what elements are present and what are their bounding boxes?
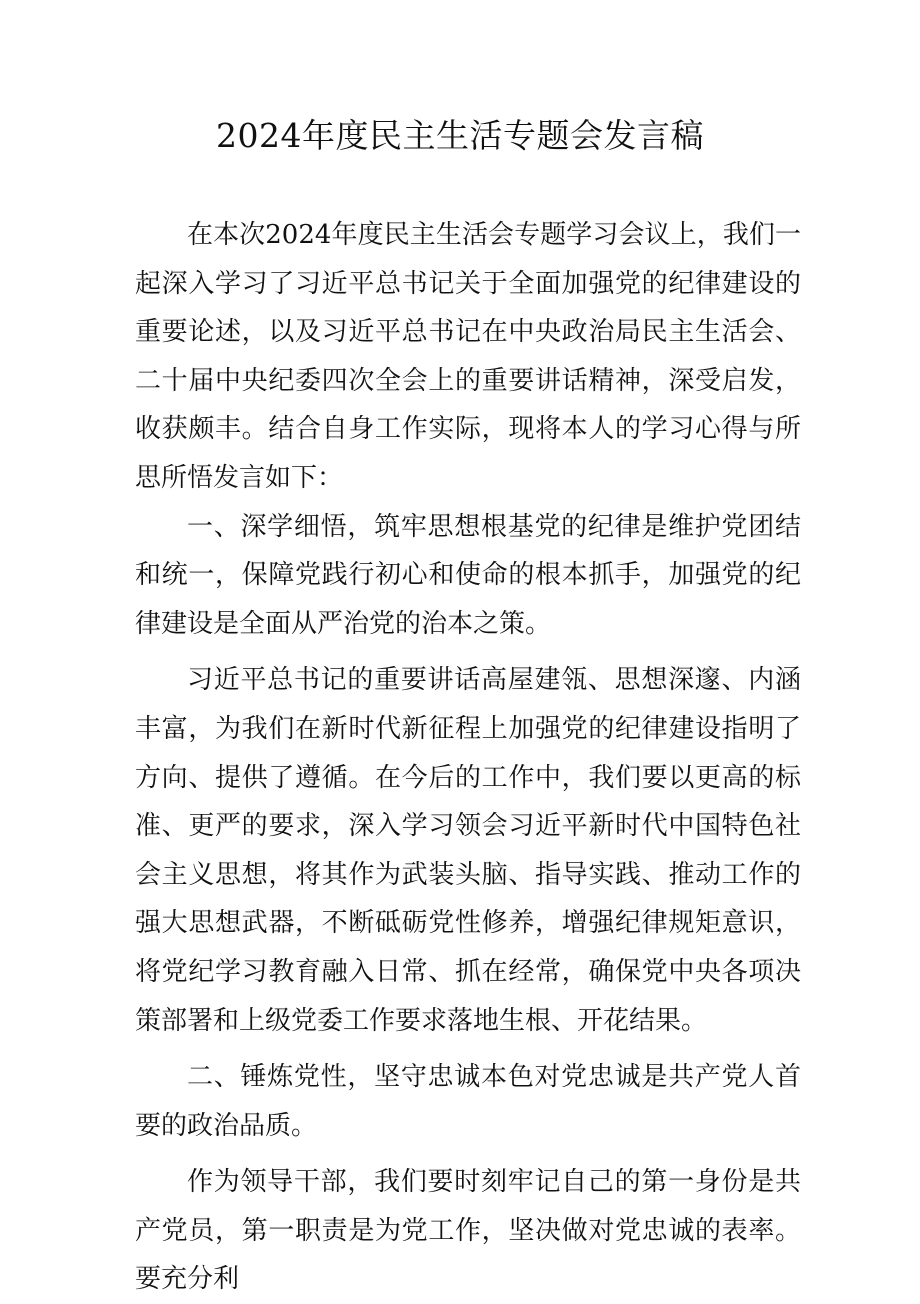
paragraph-section-2-heading: 二、锤炼党性，坚守忠诚本色对党忠诚是共产党人首要的政治品质。 [135, 1062, 801, 1141]
paragraph-intro: 在本次2024年度民主生活会专题学习会议上，我们一起深入学习了习近平总书记关于全面加强党的纪律建设的重要论述，以及习近平总书记在中央政治局民主生活会、二十届中央纪委四次全会上的重要讲话精神，深受启发，收获颇丰。结合自身工作实际，现将本人的学习心得与所思所悟发言如下： [135, 220, 801, 493]
paragraph-section-2-body: 作为领导干部，我们要时刻牢记自己的第一身份是共产党员，第一职责是为党工作，坚决做对党忠诚的表率。要充分利 [135, 1167, 801, 1295]
document-body [135, 211, 801, 1304]
paragraph-section-1-heading: 一、深学细悟，筑牢思想根基党的纪律是维护党团结和统一，保障党践行初心和使命的根本抓手，加强党的纪律建设是全面从严治党的治本之策。 [135, 511, 801, 639]
paragraph-section-1-body: 习近平总书记的重要讲话高屋建瓴、思想深邃、内涵丰富，为我们在新时代新征程上加强党的纪律建设指明了方向、提供了遵循。在今后的工作中，我们要以更高的标准、更严的要求，深入学习领会习近平新时代中国特色社会主义思想，将其作为武装头脑、指导实践、推动工作的强大思想武器，不断砥砺党性修养，增强纪律规矩意识，将党纪学习教育融入日常、抓在经常，确保党中央各项决策部署和上级党委工作要求落地生根、开花结果。 [135, 665, 801, 1036]
document-title: 2024年度民主生活专题会发言稿 [216, 116, 704, 155]
